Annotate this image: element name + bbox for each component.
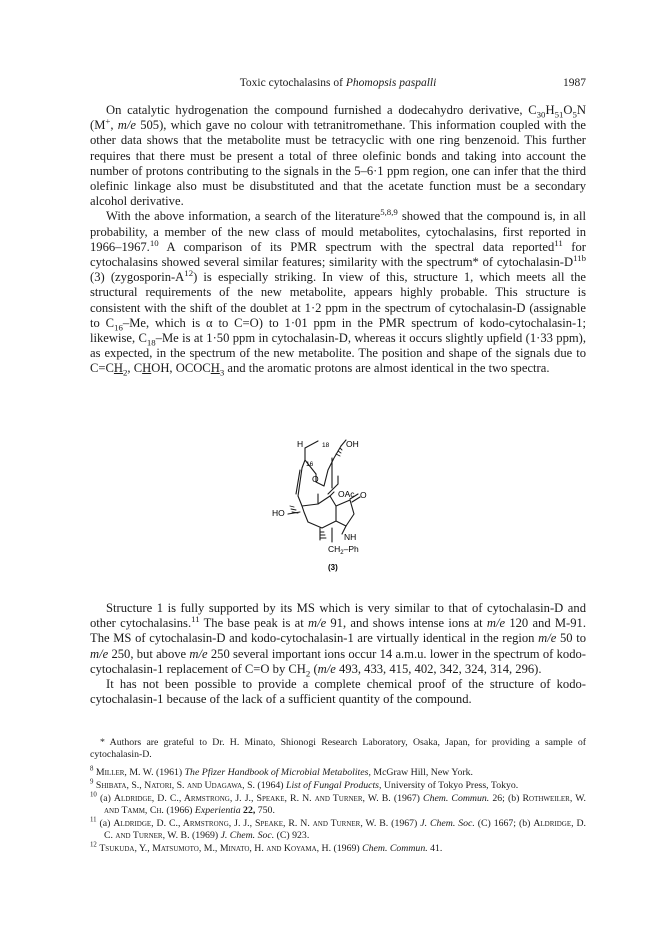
paragraph-hydrogenation: On catalytic hydrogenation the compound furnished a dodecahydro derivative, $C_{30}H_{51}O_5N$ (M+, m/e 505), which gave no colour with tetranitromethane. This information coupled with the other data shows that the metabolite must be tetracyclic with one ring benzenoid. This further requires that there must be present a total of three olefinic bonds and taking into account the number of protons contributing to the signals in the 5–6·1 ppm region, one can infer that the third olefinic linkage also must be disubstituted and that the acetate function must be a secondary alcohol derivative.	[90, 103, 586, 209]
atom-label-carbonyl-oxygen: O	[360, 490, 367, 500]
structure-caption: (3)	[328, 563, 338, 572]
paragraph-proof: It has not been possible to provide a complete chemical proof of the structure of kodo-cytochalasin-1 because of the lack of a sufficient quantity of the compound.	[90, 677, 586, 707]
carbon-number-16: 16	[306, 461, 314, 468]
running-title: Toxic cytochalasins of Phomopsis paspalli	[239, 77, 437, 89]
atom-label-ch2-ph: $CH_2-Ph$	[328, 544, 359, 556]
running-header	[90, 77, 586, 93]
atom-label-h: H	[297, 439, 304, 449]
reference-10: $^{10}$ (a) Aldridge, D. C., Armstrong, J. J., Speake, R. N. and Turner, W. B. (1967) Chem. Commun. 26; (b) Rothweiler, W. and Tamm, Ch. (1966) Experientia 22, 750.	[90, 791, 586, 816]
carbon-number-18: 18	[322, 442, 330, 449]
atom-label-nh: NH	[344, 532, 357, 542]
atom-label-ring-oxygen: O	[312, 474, 319, 484]
body-text-lower	[90, 601, 586, 707]
page-number: 1987	[563, 77, 586, 89]
atom-label-oac: OAc	[338, 489, 355, 499]
reference-12: $^{12}$ Tsukuda, Y., Matsumoto, M., Minato, H. and Koyama, H. (1969) Chem. Commun. 41.	[90, 841, 443, 854]
reference-8: $^8$ Miller, M. W. (1961) The Pfizer Handbook of Microbial Metabolites, McGraw Hill, New York.	[90, 765, 473, 778]
running-title-italic: Phomopsis paspalli	[345, 77, 437, 89]
reference-9: $^9$ Shibata, S., Natori, S. and Udagawa, S. (1964) List of Fungal Products, University of Tokyo Press, Tokyo.	[90, 778, 519, 791]
body-text-upper	[90, 103, 586, 377]
paragraph-literature-search: With the above information, a search of the literature$^{5,8,9}$ showed that the compound is, in all probability, a member of the new class of mould metabolites, cytochalasins, first reported in 1966–1967.10 A comparison of its PMR spectrum with the spectral data reported$^{11}$ for cytochalasins showed several similar features; similarity with the spectrum* of cytochalasin-$D^{11b}$ (3) $(zygosporin-A^{12})$ is especially striking. In view of this, structure 1, which meets all the structural requirements of the new metabolite, appears highly probable. This structure is consistent with the shift of the doublet at 1·2 ppm in the spectrum of cytochalasin-D (assignable to $C_{16}-Me$, which is α to C=O) to 1·01 ppm in the PMR spectrum of kodo-cytochalasin-1; likewise, $C_{18}-Me$ is at 1·50 ppm in cytochalasin-D, whereas it occurs slightly upfield (1·33 ppm), as expected, in the spectrum of the new metabolite. The position and shape of the signals due to $C=CH_2$, CHOH, $OCOCH_3$ and the aromatic protons are almost identical in the two spectra.	[90, 207, 587, 378]
atom-label-ho: HO	[272, 508, 285, 518]
reference-11: $^{11}$ (a) Aldridge, D. C., Armstrong, J. J., Speake, R. N. and Turner, W. B. (1967) J. Chem. Soc. (C) 1667; (b) Aldridge, D. C. and Turner, W. B. (1969) J. Chem. Soc. (C) 923.	[90, 816, 587, 841]
cytochalasin-d-structure	[268, 436, 408, 586]
footnote-acknowledgement: * Authors are grateful to Dr. H. Minato, Shionogi Research Laboratory, Osaka, Japan, for providing a sample of cytochalasin-D.	[90, 737, 586, 760]
paragraph-mass-spectrum: Structure 1 is fully supported by its MS which is very similar to that of cytochalasin-D and other cytochalasins.$^{11}$ The base peak is at m/e 91, and shows intense ions at m/e 120 and M-91. The MS of cytochalasin-D and kodo-cytochalasin-1 are virtually identical in the region m/e 50 to m/e 250, but above m/e 250 several important ions occur 14 a.m.u. lower in the spectrum of kodo-cytochalasin-1 replacement of C=O by $CH_2$ (m/e 493, 433, 415, 402, 342, 324, 314, 296).	[90, 601, 586, 679]
footnotes	[90, 737, 586, 856]
atom-label-oh: OH	[346, 439, 359, 449]
